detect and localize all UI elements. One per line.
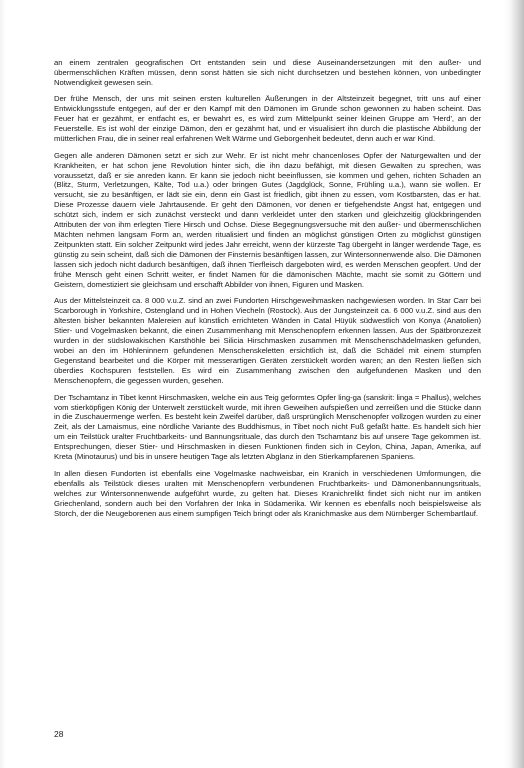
page-number: 28: [54, 729, 64, 739]
paragraph-2: Der frühe Mensch, der uns mit seinen ersten kulturellen Äußerungen in der Altsteinzeit begegnet, tritt uns auf einer Entwicklungsstufe entgegen, auf der er den Kampf mit den Dämonen im Grunde schon gewonnen zu haben scheint. Das Feuer hat er gezähmt, er entfacht es, er bewahrt es, es wird zum Mittelpunkt seiner kleinen Gruppe am 'Herd', an der Feuerstelle. Es ist wohl der einzige Dämon, den er gezähmt hat, und er visualisiert ihn durch die plastische Abbildung der mütterlichen Frau, die in seiner real erfahrenen Welt Wärme und Geborgenheit bedeutet, denn auch er war Kind.: [54, 94, 481, 144]
paragraph-6: In allen diesen Fundorten ist ebenfalls eine Vogelmaske nachweisbar, ein Kranich in verschiedenen Umformungen, die ebenfalls als Teilstück dieses uralten mit Menschenopfern verbundenen Fruchtbarkeits- und Dämonenbannungsrituals, welches zur Wintersonnenwende aufgeführt wurde, zu gelten hat. Dieses Kranichrelikt findet sich nicht nur im antiken Griechenland, sondern auch bei den Vorfahren der Inka in Südamerika. Wir kennen es ebenfalls noch beispielsweise als Storch, der die Neugeborenen aus einem sumpfigen Teich bringt oder als Kranichmaske aus dem Nürnberger Schembartlauf.: [54, 468, 481, 518]
paragraph-1: an einem zentralen geografischen Ort entstanden sein und diese Auseinandersetzungen mit den außer- und übermenschlichen Kräften müssen, denn sonst hätten sie sich nicht durchsetzen und bestehen können, von unbedingter Notwendigkeit gewesen sein.: [54, 58, 481, 87]
binding-shadow: [510, 0, 524, 768]
paragraph-5: Der Tschamtanz in Tibet kennt Hirschmasken, welche ein aus Teig geformtes Opfer ling-ga (sanskrit: linga = Phallus), welches vom stierköpfigen König der Unterwelt zerstückelt wurde, mit ihren Geweihen aufspießen und zerreißen und die Stücke dann in die Zuschauermenge werfen. Es besteht kein Zweifel darüber, daß ursprünglich Menschenopfer vollzogen wurden zu einer Zeit, als der Lamaismus, eine nördliche Variante des Buddhismus, in Tibet noch nicht Fuß gefaßt hatte. Es handelt sich hier um ein Teilstück uralter Fruchtbarkeits- und Bannungsrituale, das durch den Tschamtanz bis auf unsere Tage gekommen ist. Entsprechungen, dieser Stier- und Hirschmasken in diesen Funktionen finden sich in Ceylon, China, Japan, Amerika, auf Kreta (Minotaurus) und bis in unsere heutigen Tage als letzten Abglanz in den Stierkampfarenen Spaniens.: [54, 392, 481, 462]
paragraph-4: Aus der Mittelsteinzeit ca. 8 000 v.u.Z. sind an zwei Fundorten Hirschgeweihmasken nachgewiesen worden. In Star Carr bei Scarborough in Yorkshire, Ostengland und in Hohen Viecheln (Rostock). Aus der Jungsteinzeit ca. 6 000 v.u.Z. sind aus den ältesten bisher bekannten Malereien auf künstlich errichteten Wänden in Catal Hüyük südwestlich von Konya (Anatolien) Stier- und Vogelmasken bekannt, die einen Zusammenhang mit Menschenopfern erkennen lassen. Aus der Spätbronzezeit wurden in der südslowakischen Karsthöhle bei Silicia Hirschmasken zusammen mit Menschenschädelmasken gefunden, wobei an den im Höhleninnern gefundenen Menschenskeletten ersichtlich ist, daß die Schädel mit einem stumpfen Gegenstand bearbeitet und die Körper mit messerartigen Geräten zerstückelt worden waren; an den Resten ließen sich überdies Kochspuren feststellen. Es wird ein Zusammenhang zwischen den aufgefundenen Masken und den Menschenopfern, die gegessen wurden, gesehen.: [54, 296, 481, 386]
paragraph-3: Gegen alle anderen Dämonen setzt er sich zur Wehr. Er ist nicht mehr chancenloses Opfer der Naturgewalten und der Krankheiten, er hat schon jene Revolution hinter sich, die ihn dazu befähigt, mit diesen Gewalten zu sprechen, was voraussetzt, daß er sie anreden kann. Er kann sie jedoch nicht beeinflussen, sie kommen und gehen, richten Schaden an (Blitz, Sturm, Verletzungen, Kälte, Tod u.a.) oder bringen Gutes (Jagdglück, Sonne, Frühling u.a.), wann sie wollen. Er versucht, sie zu besänftigen, er lädt sie ein, denn ein Gast ist friedlich, gibt ihnen zu essen, vom Kostbarsten, das er hat. Diese Prozesse dauern viele Jahrtausende. Er geht den Dämonen, vor denen er tiefgehendste Angst hat, entgegen und schützt sich, indem er sich zunächst versteckt und dann verkleidet unter den starken und gleichzeitig glückbringenden Attributen der von ihm erlegten Tiere Hirsch und Ochse. Diese Begegnungsversuche mit den außer- und übermenschlichen Mächten nehmen langsam Form an, werden ritualisiert und finden an möglichst günstigen Orten zu möglichst günstigen Zeitpunkten statt. Ein solcher Zeitpunkt wird jedes Jahr erreicht, wenn der kürzeste Tag übergeht in länger werdende Tage, es günstig zu sein scheint, daß sich die Dämonen der Finsternis besänftigen lassen, zur Wintersonnenwende also. Die Dämonen lassen sich jedoch nicht dadurch besänftigen, daß ihnen Tierfleisch dargeboten wird, es werden Menschen geopfert. Und der frühe Mensch geht einen Schritt weiter, er findet Namen für die dämonischen Mächte, macht sie somit zu Göttern und Geistern, domestiziert sie gleichsam und erschafft Abbilder von ihnen, Figuren und Masken.: [54, 150, 481, 290]
text-column: [54, 58, 481, 525]
